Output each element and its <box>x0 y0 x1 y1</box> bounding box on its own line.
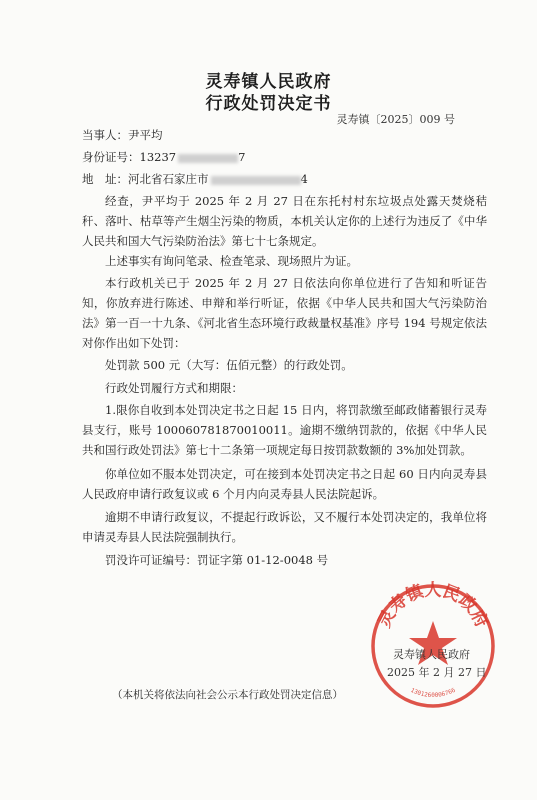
party-name-value: 尹平均 <box>128 128 163 142</box>
signature-date: 2025 年 2 月 27 日 <box>387 666 487 679</box>
findings-paragraph: 经查，尹平均于 2025 年 2 月 27 日在东托村村东垃圾点处露天焚烧秸秆、落叶、枯草等产生烟尘污染的物质，本机关认定你的上述行为违反了《中华人民共和国大气污染防治法》第七十七条规定。 <box>82 194 487 248</box>
party-address-tail: 4 <box>300 172 308 186</box>
party-address-value: 河北省石家庄市 <box>128 172 209 186</box>
license-number: 罚没许可证编号：罚证字第 01-12-0048 号 <box>105 553 329 567</box>
payment-heading: 行政处罚履行方式和期限： <box>105 381 243 395</box>
party-name-row <box>82 128 163 142</box>
document-title: 行政处罚决定书 <box>205 94 332 114</box>
party-id-row <box>82 150 245 164</box>
signature-organization: 灵寿镇人民政府 <box>393 648 470 661</box>
redaction-mask <box>178 154 238 163</box>
public-disclosure-notice: （本机关将依法向社会公示本行政处罚决定信息） <box>112 689 343 701</box>
party-address-label: 地 址： <box>82 172 128 186</box>
party-id-value: 13237 <box>139 150 177 164</box>
payment-terms-paragraph: 1.限你自收到本处罚决定书之日起 15 日内，将罚款缴至邮政储蓄银行灵寿县支行，账号 100060781870010011。逾期不缴纳罚款的，依据《中华人民共和国行政处罚法》第七十二条第一项规定每日按罚款数额的 3%加处罚款。 <box>82 403 487 457</box>
seal-text: 灵寿镇人民政府 <box>374 581 492 631</box>
evidence-paragraph: 上述事实有询问笔录、检查笔录、现场照片为证。 <box>105 254 358 268</box>
penalty-paragraph: 处罚款 500 元（大写：伍佰元整）的行政处罚。 <box>105 358 353 372</box>
party-id-label: 身份证号： <box>82 150 140 164</box>
party-address-row <box>82 172 308 186</box>
redaction-mask <box>211 176 301 185</box>
enforcement-paragraph: 逾期不申请行政复议，不提起行政诉讼，又不履行本处罚决定的，我单位将申请灵寿县人民法院强制执行。 <box>82 510 487 544</box>
issuing-authority-title: 灵寿镇人民政府 <box>205 72 332 92</box>
party-id-tail: 7 <box>238 150 246 164</box>
party-name-label: 当事人： <box>82 128 128 142</box>
appeal-rights-paragraph: 你单位如不服本处罚决定，可在接到本处罚决定书之日起 60 日内向灵寿县人民政府申请行政复议或 6 个月内向灵寿县人民法院起诉。 <box>82 467 487 501</box>
seal-serial: 1301260006766 <box>409 686 457 700</box>
document-number: 灵寿镇〔2025〕009 号 <box>336 113 455 126</box>
legal-basis-paragraph: 本行政机关已于 2025 年 2 月 27 日依法向你单位进行了告知和听证告知，你放弃进行陈述、申辩和举行听证，依据《中华人民共和国大气污染防治法》第一百一十九条、《河北省生态环境行政裁量权基准》序号 194 号规定依法对你作出如下处罚： <box>82 276 487 350</box>
